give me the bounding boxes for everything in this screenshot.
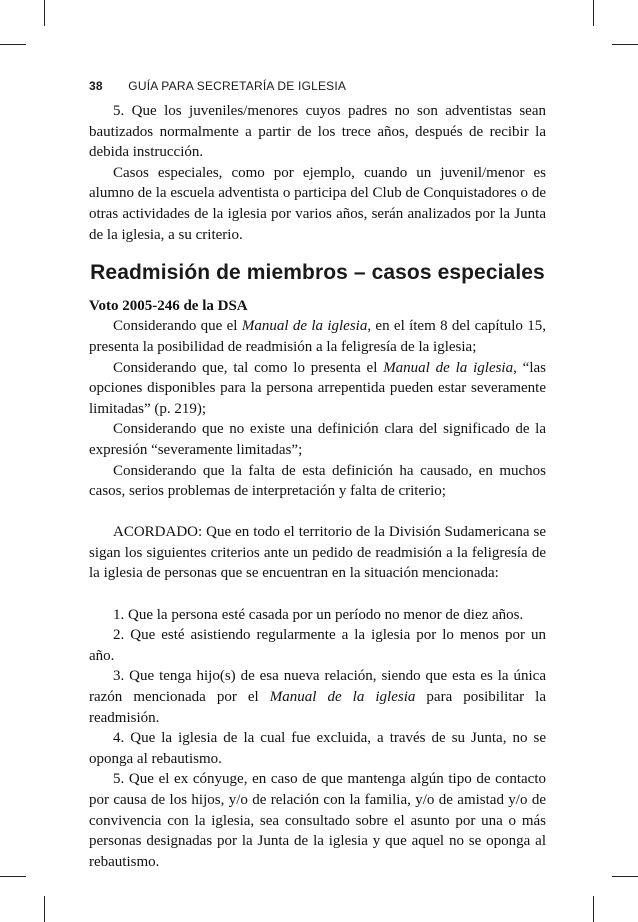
crop-mark (612, 44, 638, 45)
crop-mark (612, 876, 638, 877)
considerando-paragraph: Considerando que no existe una definición clara del significado de la expresión “severamente limitadas”; (89, 421, 546, 458)
running-title: GUÍA PARA SECRETARÍA DE IGLESIA (128, 79, 347, 93)
considerando-paragraph: Considerando que, tal como lo presenta el Manual de la iglesia, “las opciones disponibles para la persona arrepentida pueden estar severamente limitadas” (p. 219); (89, 359, 546, 417)
criterion-item: 5. Que el ex cónyuge, en caso de que mantenga algún tipo de contacto por causa de los hijos, y/o de relación con la familia, y/o de amistad y/o de convivencia con la iglesia, sea consultado sobre el asunto por una o más personas designadas por la Junta de la iglesia y que aquel no se oponga al rebautismo. (89, 771, 546, 870)
considerando-paragraph: Considerando que el Manual de la iglesia, en el ítem 8 del capítulo 15, presenta la posibilidad de readmisión a la feligresía de la iglesia; (89, 318, 546, 355)
intro-paragraph: Casos especiales, como por ejemplo, cuando un juvenil/menor es alumno de la escuela adventista o participa del Club de Conquistadores o de otras actividades de la iglesia por varios años, serán analizados por la Junta de la iglesia, a su criterio. (89, 164, 546, 243)
criterion-item: 3. Que tenga hijo(s) de esa nueva relación, siendo que esta es la única razón mencionada por el Manual de la iglesia para posibilitar la readmisión. (89, 668, 546, 726)
criterion-item: 2. Que esté asistiendo regularmente a la iglesia por lo menos por un año. (89, 627, 546, 664)
section-heading: Readmisión de miembros – casos especiales (90, 261, 545, 285)
criterion-item: 4. Que la iglesia de la cual fue excluida, a través de su Junta, no se oponga al rebautismo. (89, 730, 546, 767)
acordado-paragraph: ACORDADO: Que en todo el territorio de la División Sudamericana se sigan los siguientes criterios ante un pedido de readmisión a la feligresía de la iglesia de personas que se encuentran en la situación mencionada: (89, 524, 546, 582)
running-header (89, 79, 549, 93)
crop-mark (44, 0, 45, 26)
crop-mark (44, 896, 45, 922)
criterion-item: 1. Que la persona esté casada por un período no menor de diez años. (113, 606, 524, 623)
crop-mark (0, 876, 26, 877)
spacer (89, 584, 546, 605)
manual-title: Manual de la iglesia (383, 359, 514, 376)
manual-title: Manual de la iglesia (269, 689, 416, 706)
spacer (89, 502, 546, 523)
page-number: 38 (89, 79, 103, 93)
crop-mark (593, 0, 594, 26)
vote-title: Voto 2005-246 de la DSA (89, 297, 248, 314)
considerando-paragraph: Considerando que la falta de esta definición ha causado, en muchos casos, serios problemas de interpretación y falta de criterio; (89, 462, 546, 500)
crop-mark (0, 44, 26, 45)
intro-paragraph: 5. Que los juveniles/menores cuyos padres no son adventistas sean bautizados normalmente a partir de los trece años, después de recibir la debida instrucción. (89, 103, 546, 161)
page-body (89, 101, 546, 872)
manual-title: Manual de la iglesia (241, 318, 368, 335)
crop-mark (593, 896, 594, 922)
